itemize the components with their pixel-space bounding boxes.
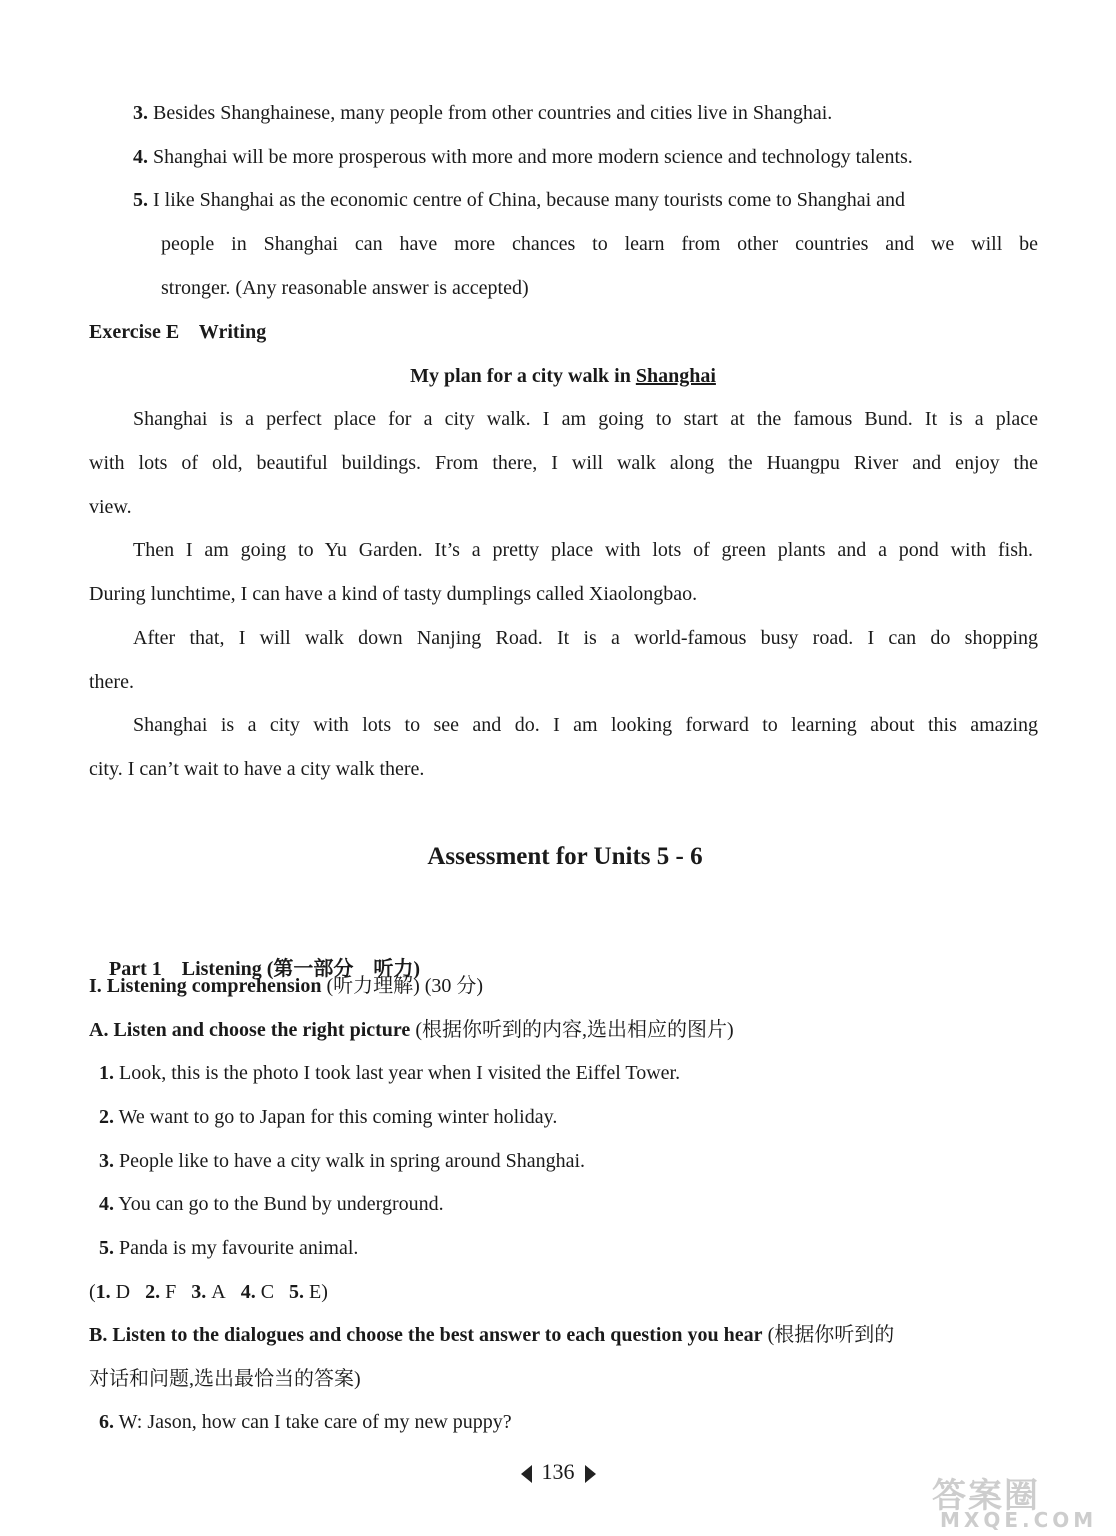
- exercise-heading: Exercise E Writing: [89, 321, 267, 343]
- essay-line: Shanghai is a city with lots to see and do. I am looking forward to learning about this amazing: [133, 714, 1038, 736]
- answer-text: stronger. (Any reasonable answer is accepted): [161, 277, 529, 299]
- answer-key: (1. D 2. F 3. A 4. C 5. E): [89, 1281, 328, 1303]
- answer-item-5: 5. I like Shanghai as the economic centre of China, because many tourists come to Shanghai and: [133, 189, 906, 211]
- dialogue-item: 6. W: Jason, how can I take care of my new puppy?: [99, 1411, 512, 1433]
- answer-text: people in Shanghai can have more chances to learn from other countries and we will be: [161, 233, 1038, 255]
- part-heading: Part 1 Listening (第一部分 听力): [109, 958, 421, 980]
- watermark-logo: 答案圈 MXQE.COM: [932, 1476, 1098, 1532]
- listening-item: 5. Panda is my favourite animal.: [99, 1237, 359, 1259]
- essay-line: Shanghai is a perfect place for a city walk. I am going to start at the famous Bund. It is a place: [133, 408, 1038, 430]
- essay-line: During lunchtime, I can have a kind of tasty dumplings called Xiaolongbao.: [89, 583, 698, 605]
- answer-text: Shanghai will be more prosperous with more and more modern science and technology talents.: [153, 146, 913, 168]
- essay-line: Then I am going to Yu Garden. It’s a pretty place with lots of green plants and a pond with fish.: [133, 539, 1033, 561]
- listening-item: 1. Look, this is the photo I took last year when I visited the Eiffel Tower.: [99, 1062, 681, 1084]
- listening-item: 2. We want to go to Japan for this coming winter holiday.: [99, 1106, 558, 1128]
- essay-line: with lots of old, beautiful buildings. From there, I will walk along the Huangpu River and enjoy the: [89, 452, 1038, 474]
- essay-line: After that, I will walk down Nanjing Road. It is a world-famous busy road. I can do shopping: [133, 627, 1038, 649]
- subsection-heading: A. Listen and choose the right picture (根据你听到的内容,选出相应的图片): [89, 1019, 734, 1041]
- triangle-right-icon: [585, 1465, 596, 1483]
- section-title: Assessment for Units 5 - 6: [427, 843, 703, 870]
- answer-text: I like Shanghai as the economic centre of China, because many tourists come to Shanghai and: [153, 189, 906, 211]
- essay-title-underlined: Shanghai: [635, 365, 716, 387]
- section-heading: I. Listening comprehension (听力理解) (30 分): [89, 975, 484, 997]
- essay-title: My plan for a city walk in Shanghai: [410, 365, 716, 387]
- answer-item-3: 3. Besides Shanghainese, many people from other countries and cities live in Shanghai.: [133, 102, 833, 124]
- listening-item: 4. You can go to the Bund by underground.: [99, 1193, 444, 1215]
- essay-line: there.: [89, 671, 134, 693]
- page-number: 136: [541, 1459, 575, 1484]
- essay-line: city. I can’t wait to have a city walk there.: [89, 758, 425, 780]
- subsection-heading: B. Listen to the dialogues and choose the best answer to each question you hear (根据你听到的: [89, 1324, 895, 1346]
- subsection-heading-cont: 对话和问题,选出最恰当的答案): [89, 1368, 361, 1390]
- essay-line: view.: [89, 496, 132, 518]
- triangle-left-icon: [521, 1465, 532, 1483]
- listening-item: 3. People like to have a city walk in spring around Shanghai.: [99, 1150, 586, 1172]
- answer-text: Besides Shanghainese, many people from other countries and cities live in Shanghai.: [153, 102, 833, 124]
- answer-item-4: 4. Shanghai will be more prosperous with more and more modern science and technology talents.: [133, 146, 913, 168]
